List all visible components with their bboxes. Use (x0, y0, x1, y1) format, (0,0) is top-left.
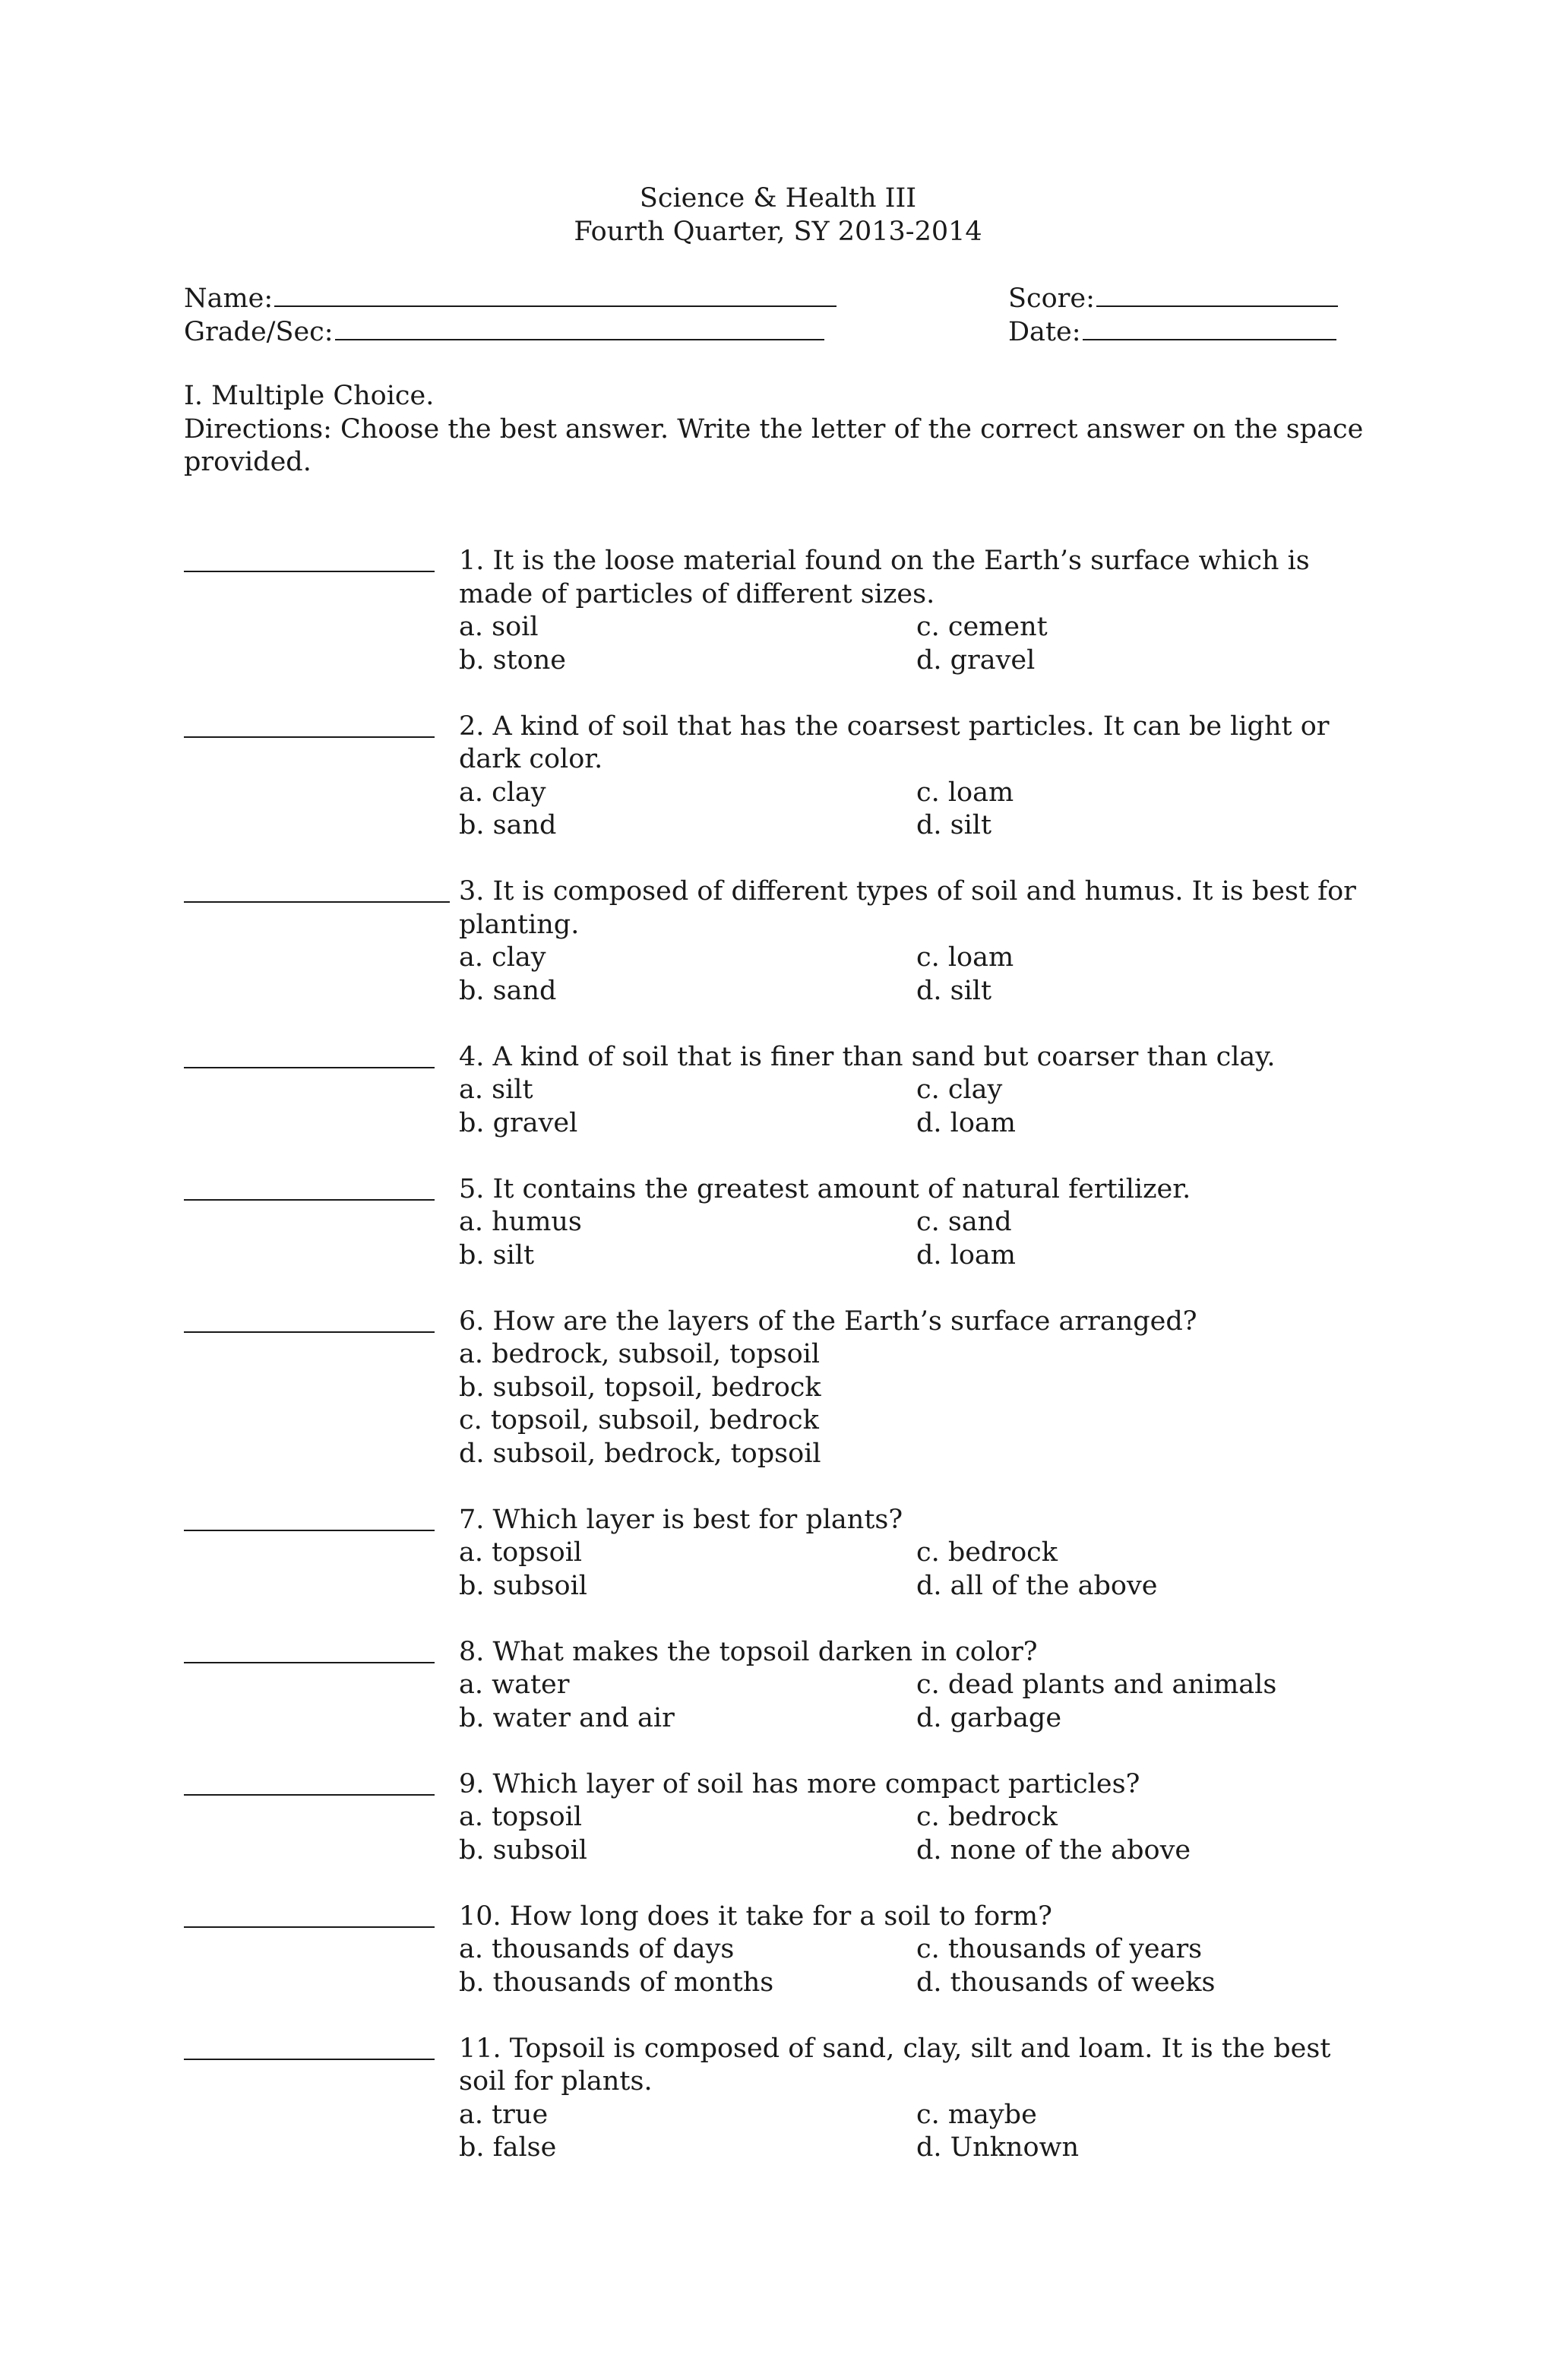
answer-options (459, 1669, 1377, 1735)
option-b: b. sand (459, 810, 557, 840)
date-blank[interactable] (1083, 315, 1336, 340)
date-field (1008, 315, 1336, 350)
answer-options (459, 2099, 1377, 2165)
option-d: d. silt (916, 975, 992, 1006)
option-c: c. cement (916, 612, 1048, 642)
answer-options (459, 1206, 1377, 1272)
question-7 (184, 1504, 1377, 1603)
option-d: d. subsoil, bedrock, topsoil (459, 1438, 821, 1469)
option-b: b. subsoil (459, 1570, 587, 1601)
question-1 (184, 545, 1377, 677)
option-c: c. bedrock (916, 1537, 1058, 1568)
answer-blank-6[interactable] (184, 1306, 435, 1333)
section-directions: Directions: Choose the best answer. Write the letter of the correct answer on the space provided. (184, 413, 1364, 477)
question-stem: 9. Which layer of soil has more compact particles? (459, 1768, 1140, 1799)
quiz-header (0, 182, 1556, 248)
question-5 (184, 1173, 1377, 1273)
option-b: b. subsoil (459, 1834, 587, 1866)
option-a: a. water (459, 1669, 570, 1700)
answer-blank-9[interactable] (184, 1768, 435, 1796)
option-d: d. garbage (916, 1702, 1062, 1733)
option-b: b. sand (459, 975, 557, 1006)
answer-options (459, 611, 1377, 677)
option-a: a. clay (459, 942, 546, 973)
field-row-1 (184, 281, 1377, 315)
grade-sec-blank[interactable] (335, 315, 824, 340)
option-a: a. true (459, 2099, 549, 2130)
option-c: c. loam (916, 942, 1014, 973)
option-b: b. thousands of months (459, 1967, 774, 1998)
option-a: a. topsoil (459, 1802, 583, 1832)
name-field (184, 281, 837, 316)
quiz-title: Science & Health III (639, 183, 917, 214)
field-row-2 (184, 315, 1377, 348)
student-info-fields (184, 281, 1377, 347)
option-c: c. dead plants and animals (916, 1669, 1277, 1700)
question-stem: 11. Topsoil is composed of sand, clay, silt and loam. It is the best soil for plants. (459, 2033, 1331, 2097)
question-stem: 1. It is the loose material found on the Earth’s surface which is made of particles of different sizes. (459, 546, 1310, 609)
option-a: a. silt (459, 1074, 533, 1105)
section-heading: I. Multiple Choice. (184, 381, 435, 411)
option-d: d. gravel (916, 644, 1036, 676)
option-c: c. topsoil, subsoil, bedrock (459, 1405, 819, 1435)
option-a: a. topsoil (459, 1537, 583, 1568)
option-d: d. thousands of weeks (916, 1967, 1216, 1998)
question-stem: 4. A kind of soil that is finer than sand but coarser than clay. (459, 1041, 1276, 1072)
question-3 (184, 875, 1377, 1008)
name-label: Name: (184, 283, 274, 314)
answer-blank-1[interactable] (184, 545, 435, 572)
question-stem: 8. What makes the topsoil darken in color? (459, 1636, 1038, 1667)
option-a: a. humus (459, 1207, 582, 1237)
answer-blank-10[interactable] (184, 1901, 435, 1928)
answer-options (459, 1537, 1377, 1603)
question-stem: 7. Which layer is best for plants? (459, 1504, 903, 1535)
answer-blank-7[interactable] (184, 1504, 435, 1531)
answer-options (459, 1801, 1377, 1867)
option-a: a. clay (459, 777, 546, 808)
option-b: b. false (459, 2132, 557, 2163)
answer-options (459, 1933, 1377, 1999)
name-blank[interactable] (274, 281, 837, 307)
answer-blank-5[interactable] (184, 1173, 435, 1201)
option-d: d. silt (916, 810, 992, 840)
answer-options (459, 1074, 1377, 1140)
answer-blank-8[interactable] (184, 1636, 435, 1663)
question-8 (184, 1636, 1377, 1736)
answer-blank-2[interactable] (184, 711, 435, 738)
question-stem: 3. It is composed of different types of soil and humus. It is best for planting. (459, 876, 1356, 940)
option-b: b. water and air (459, 1702, 675, 1733)
option-d: d. loam (916, 1239, 1016, 1271)
question-2 (184, 711, 1377, 843)
option-b: b. silt (459, 1239, 535, 1271)
grade-sec-field (184, 315, 824, 350)
question-list (184, 545, 1377, 2198)
score-field (1008, 281, 1338, 316)
option-d: d. none of the above (916, 1834, 1191, 1866)
answer-blank-4[interactable] (184, 1041, 435, 1068)
option-c: c. thousands of years (916, 1934, 1203, 1964)
question-10 (184, 1901, 1377, 2000)
question-stem: 2. A kind of soil that has the coarsest particles. It can be light or dark color. (459, 711, 1330, 774)
question-9 (184, 1768, 1377, 1868)
question-11 (184, 2033, 1377, 2165)
answer-options (459, 1338, 1377, 1470)
option-c: c. maybe (916, 2099, 1037, 2130)
score-blank[interactable] (1096, 281, 1338, 307)
section-multiple-choice (184, 380, 1377, 479)
option-b: b. subsoil, topsoil, bedrock (459, 1372, 821, 1403)
option-b: b. stone (459, 644, 567, 676)
option-a: a. bedrock, subsoil, topsoil (459, 1339, 821, 1369)
grade-sec-label: Grade/Sec: (184, 316, 334, 347)
answer-blank-11[interactable] (184, 2033, 435, 2060)
answer-blank-3[interactable] (184, 875, 450, 903)
option-c: c. bedrock (916, 1802, 1058, 1832)
option-d: d. loam (916, 1107, 1016, 1138)
question-4 (184, 1041, 1377, 1141)
option-a: a. soil (459, 612, 539, 642)
option-c: c. clay (916, 1074, 1003, 1105)
option-c: c. loam (916, 777, 1014, 808)
option-b: b. gravel (459, 1107, 578, 1138)
question-6 (184, 1306, 1377, 1471)
option-d: d. Unknown (916, 2132, 1080, 2163)
option-d: d. all of the above (916, 1570, 1158, 1601)
question-stem: 10. How long does it take for a soil to form? (459, 1901, 1052, 1932)
option-c: c. sand (916, 1207, 1012, 1237)
answer-options (459, 942, 1377, 1008)
quiz-subtitle: Fourth Quarter, SY 2013-2014 (574, 216, 982, 247)
question-stem: 5. It contains the greatest amount of natural fertilizer. (459, 1173, 1191, 1204)
date-label: Date: (1008, 316, 1081, 347)
answer-options (459, 777, 1377, 843)
score-label: Score: (1008, 283, 1095, 314)
question-stem: 6. How are the layers of the Earth’s surface arranged? (459, 1306, 1197, 1337)
option-a: a. thousands of days (459, 1934, 735, 1964)
